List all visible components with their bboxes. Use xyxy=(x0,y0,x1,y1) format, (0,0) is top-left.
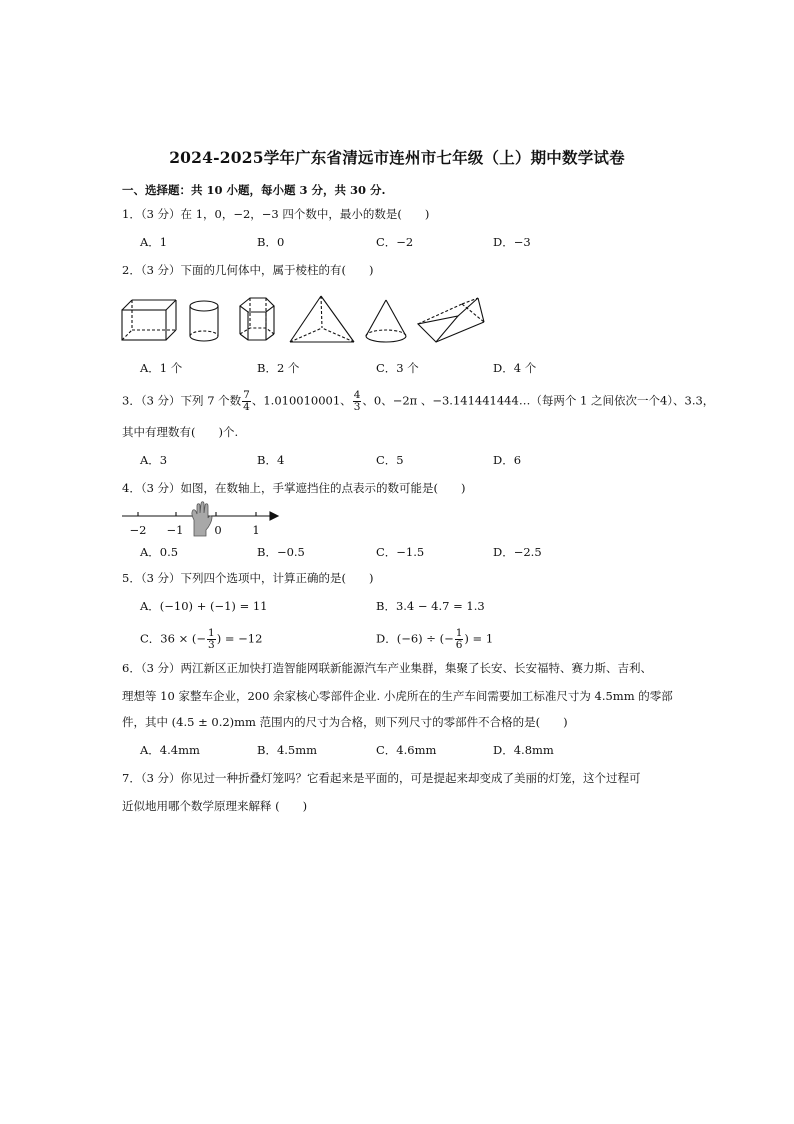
triangular-prism-shape xyxy=(418,298,484,342)
hex-prism-shape xyxy=(240,298,274,340)
pyramid-shape xyxy=(290,296,354,342)
q3-fraction-2 xyxy=(353,390,362,413)
q5-d-fraction xyxy=(455,628,464,651)
q3-fraction-1 xyxy=(242,390,251,413)
question-7-line-2: 近似地用哪个数学原理来解释 ( ) xyxy=(122,799,308,813)
page-title: 2024-2025学年广东省清远市连州市七年级（上）期中数学试卷 xyxy=(169,148,625,167)
cylinder-shape xyxy=(190,301,218,341)
question-5-stem: 5．（3 分）下列四个选项中，计算正确的是( ) xyxy=(122,571,374,585)
q3-text-b: 、1.010010001、 xyxy=(251,393,352,408)
q2-option-d[interactable]: D．4 个 xyxy=(493,361,537,375)
q5-option-c[interactable] xyxy=(140,628,262,651)
tick-label: 1 xyxy=(252,523,260,537)
arrow-icon xyxy=(270,512,278,520)
solids-figure xyxy=(118,294,498,346)
q5-c-text-pre: C．36 × (− xyxy=(140,631,207,646)
cone-shape xyxy=(366,300,406,342)
q1-option-a[interactable]: A．1 xyxy=(140,235,168,249)
q2-option-c[interactable]: C．3 个 xyxy=(376,361,419,375)
section-heading: 一、选择题：共 10 小题，每小题 3 分，共 30 分. xyxy=(122,183,386,197)
fraction-denominator: 6 xyxy=(455,639,463,651)
q5-d-text-pre: D．(−6) ÷ (− xyxy=(376,631,454,646)
q3-text-a: 3．（3 分）下列 7 个数 xyxy=(122,393,242,408)
q6-option-b[interactable]: B．4.5mm xyxy=(257,743,318,757)
q5-d-text-post: ) = 1 xyxy=(464,631,494,646)
q2-option-b[interactable]: B．2 个 xyxy=(257,361,300,375)
q5-option-a[interactable]: A．(−10) + (−1) = 11 xyxy=(140,599,268,613)
q1-option-d[interactable]: D．−3 xyxy=(493,235,531,249)
q6-option-d[interactable]: D．4.8mm xyxy=(493,743,554,757)
question-7-line-1: 7．（3 分）你见过一种折叠灯笼吗？它看起来是平面的，可是提起来却变成了美丽的灯笼，这个过程可 xyxy=(122,771,641,785)
tick-label: −1 xyxy=(166,523,184,537)
fraction-numerator: 1 xyxy=(208,627,215,639)
question-2-stem: 2．（3 分）下面的几何体中，属于棱柱的有( ) xyxy=(122,263,374,277)
fraction-numerator: 7 xyxy=(243,389,250,401)
q5-option-d[interactable] xyxy=(376,628,493,651)
question-3-stem xyxy=(122,390,714,413)
question-3-stem-line2: 其中有理数有( )个. xyxy=(122,425,239,439)
tick-label: 0 xyxy=(214,523,222,537)
cuboid-shape xyxy=(122,300,176,340)
q5-option-b[interactable]: B．3.4 − 4.7 = 1.3 xyxy=(376,599,485,613)
q3-text-c: 、0、−2π 、−3.141441444…（每两个 1 之间依次一个4）、3.3， xyxy=(362,393,715,408)
q3-option-a[interactable]: A．3 xyxy=(140,453,168,467)
hand-icon xyxy=(192,502,212,536)
q5-c-fraction xyxy=(207,628,216,651)
number-line-figure xyxy=(118,500,288,542)
q4-option-c[interactable]: C．−1.5 xyxy=(376,545,425,559)
q4-option-a[interactable]: A．0.5 xyxy=(140,545,179,559)
question-1-stem: 1．（3 分）在 1，0，−2，−3 四个数中，最小的数是( ) xyxy=(122,207,430,221)
tick-label: −2 xyxy=(129,523,147,537)
q3-option-c[interactable]: C．5 xyxy=(376,453,404,467)
q1-option-b[interactable]: B．0 xyxy=(257,235,285,249)
fraction-denominator: 3 xyxy=(353,401,361,413)
q1-option-c[interactable]: C．−2 xyxy=(376,235,414,249)
fraction-numerator: 4 xyxy=(353,389,361,401)
question-6-line-3: 件，其中 (4.5 ± 0.2)mm 范围内的尺寸为合格，则下列尺寸的零部件不合格的是( ) xyxy=(122,715,568,729)
fraction-numerator: 1 xyxy=(455,627,463,639)
q2-option-a[interactable]: A．1 个 xyxy=(140,361,183,375)
q4-option-b[interactable]: B．−0.5 xyxy=(257,545,305,559)
q3-option-d[interactable]: D．6 xyxy=(493,453,522,467)
q3-option-b[interactable]: B．4 xyxy=(257,453,285,467)
question-6-line-1: 6．（3 分）两江新区正加快打造智能网联新能源汽车产业集群，集聚了长安、长安福特、赛力斯、吉利、 xyxy=(122,661,653,675)
q5-c-text-post: ) = −12 xyxy=(216,631,263,646)
question-6-line-2: 理想等 10 家整车企业，200 余家核心零部件企业. 小虎所在的生产车间需要加工标准尺寸为 4.5mm 的零部 xyxy=(122,689,673,703)
q6-option-c[interactable]: C．4.6mm xyxy=(376,743,437,757)
question-4-stem: 4．（3 分）如图，在数轴上，手掌遮挡住的点表示的数可能是( ) xyxy=(122,481,466,495)
q4-option-d[interactable]: D．−2.5 xyxy=(493,545,542,559)
q6-option-a[interactable]: A．4.4mm xyxy=(140,743,200,757)
fraction-denominator: 4 xyxy=(243,401,250,413)
fraction-denominator: 3 xyxy=(208,639,215,651)
